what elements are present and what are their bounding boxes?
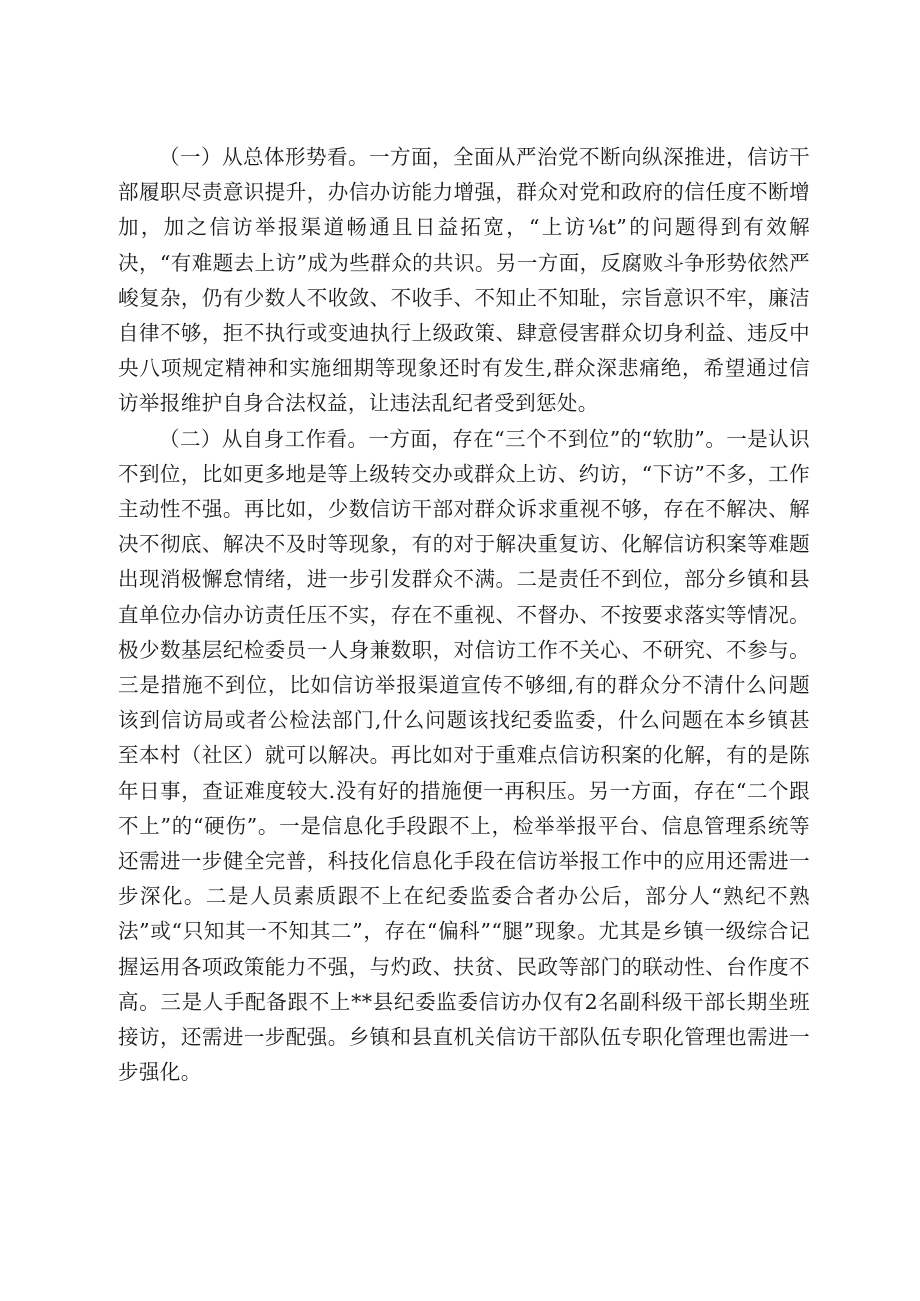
document-body	[118, 140, 810, 1090]
paragraph-overall-situation: （一）从总体形势看。一方面，全面从严治党不断向纵深推进，信访干部履职尽责意识提升，办信办访能力增强，群众对党和政府的信任度不断增加，加之信访举报渠道畅通且日益拓宽，“上访⅛t”的问题得到有效解决，“有难题去上访”成为些群众的共识。另一方面，反腐败斗争形势依然严峻复杂，仍有少数人不收敛、不收手、不知止不知耻，宗旨意识不牢，廉洁自律不够，拒不执行或变迪执行上级政策、肆意侵害群众切身利益、违反中央八项规定精神和实施细期等现象还时有发生,群众深悲痛绝，希望通过信访举报维护自身合法权益，让违法乱纪者受到惩处。	[118, 145, 810, 416]
paragraph-own-work: （二）从自身工作看。一方面，存在“三个不到位”的“软肋”。一是认识不到位，比如更多地是等上级转交办或群众上访、约访，“下访”不多，工作主动性不强。再比如，少数信访干部对群众诉求重视不够，存在不解决、解决不彻底、解决不及时等现象，有的对于解决重复访、化解信访积案等难题出现消极懈怠情绪，进一步引发群众不满。二是责任不到位，部分乡镇和县直单位办信办访责任压不实，存在不重视、不督办、不按要求落实等情况。极少数基层纪检委员一人身兼数职，对信访工作不关心、不研究、不参与。三是措施不到位，比如信访举报渠道宣传不够细,有的群众分不清什么问题该到信访局或者公检法部门,什么问题该找纪委监委，什么问题在本乡镇甚至本村（社区）就可以解决。再比如对于重难点信访积案的化解，有的是陈年日事，查证难度较大.没有好的措施便一再积压。另一方面，存在“二个跟不上”的“硬伤”。一是信息化手段跟不上，检举举报平台、信息管理系统等还需进一步健全完普，科技化信息化手段在信访举报工作中的应用还需进一步深化。二是人员素质跟不上在纪委监委合者办公后，部分人“熟纪不熟法”或“只知其一不知其二”，存在“偏科”“腿”现象。尤其是乡镇一级综合记握运用各项政策能力不强，与灼政、扶贫、民政等部门的联动性、台作度不高。三是人手配备跟不上**县纪委监委信访办仅有2名副科级干部长期坐班接访，还需进一步配强。乡镇和县直机关信访干部队伍专职化管理也需进一步强化。	[118, 426, 810, 1085]
